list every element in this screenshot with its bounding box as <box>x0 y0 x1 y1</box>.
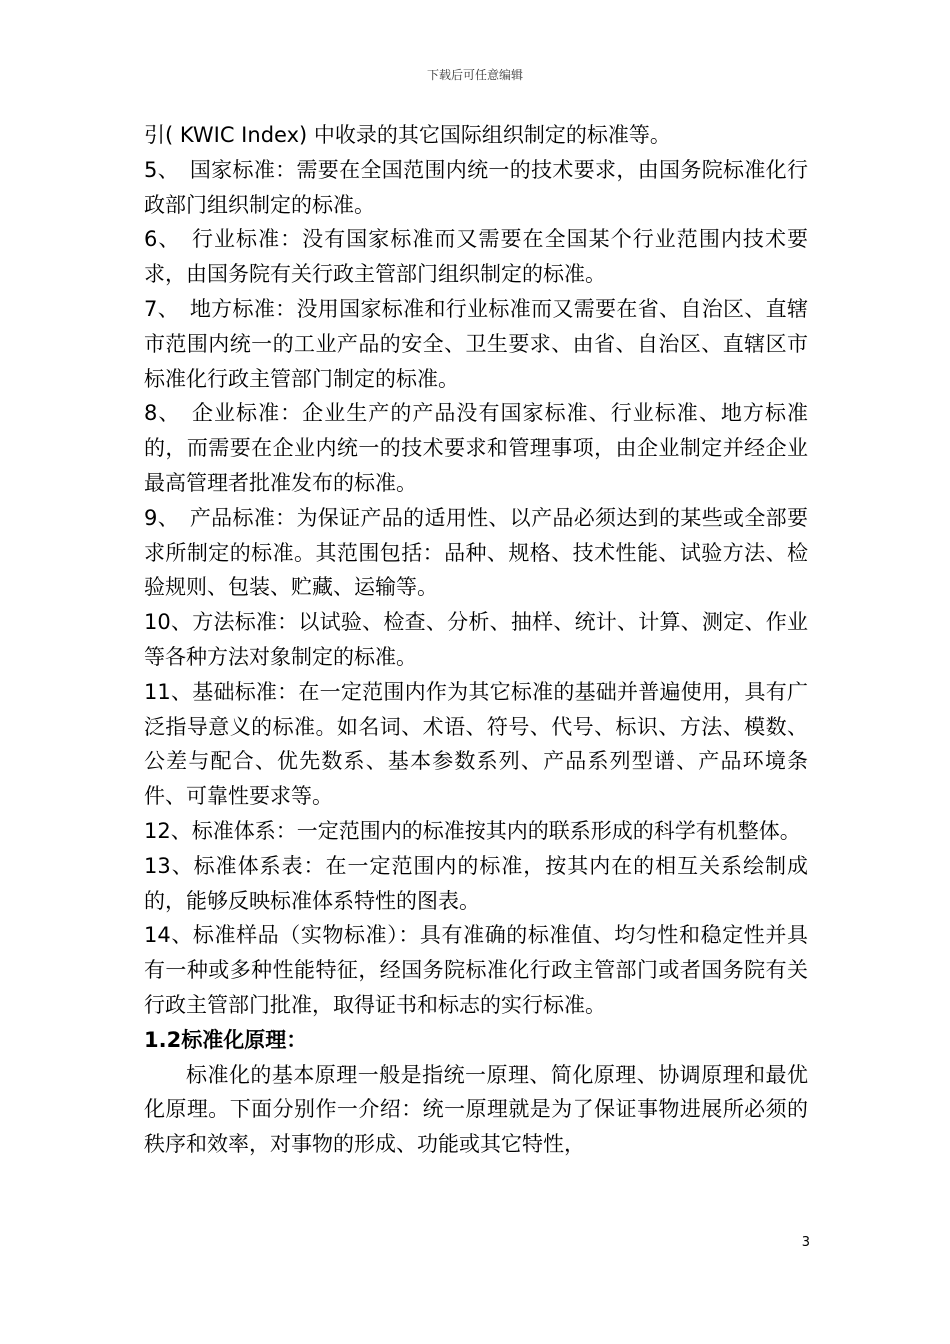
paragraph-product-standard: 9、 产品标准：为保证产品的适用性、以产品必须达到的某些或全部要求所制定的标准。其范围包括：品种、规格、技术性能、试验方法、检验规则、包装、贮藏、运输等。 <box>144 505 808 600</box>
paragraph-method-standard: 10、方法标准：以试验、检查、分析、抽样、统计、计算、测定、作业等各种方法对象制定的标准。 <box>144 610 808 669</box>
page-number: 3 <box>801 1235 810 1250</box>
paragraph-local-standard: 7、 地方标准：没用国家标准和行业标准而又需要在省、自治区、直辖市范围内统一的工业产品的安全、卫生要求、由省、自治区、直辖区市标准化行政主管部门制定的标准。 <box>144 296 808 391</box>
paragraph-standard-sample: 14、标准样品（实物标准）：具有准确的标准值、均匀性和稳定性并具有一种或多种性能特征，经国务院标准化行政主管部门或者国务院有关行政主管部门批准，取得证书和标志的实行标准。 <box>144 923 808 1017</box>
paragraph-national-standard: 5、 国家标准：需要在全国范围内统一的技术要求，由国务院标准化行政部门组织制定的标准。 <box>144 157 808 217</box>
section-paragraph: 标准化的基本原理一般是指统一原理、简化原理、协调原理和最优化原理。下面分别作一介绍：统一原理就是为了保证事物进展所必须的秩序和效率，对事物的形成、功能或其它特性， <box>144 1062 808 1157</box>
paragraph-standard-system-table: 13、标准体系表：在一定范围内的标准，按其内在的相互关系绘制成的，能够反映标准体系特性的图表。 <box>144 853 808 913</box>
paragraph-basic-standard: 11、基础标准：在一定范围内作为其它标准的基础并普遍使用，具有广泛指导意义的标准。如名词、术语、符号、代号、标识、方法、模数、公差与配合、优先数系、基本参数系列、产品系列型谱、产品环境条件、可靠性要求等。 <box>144 679 808 809</box>
page-header: 下载后可任意编辑 <box>426 68 523 82</box>
paragraph-standard-system: 12、标准体系：一定范围内的标准按其内的联系形成的科学有机整体。 <box>144 818 801 843</box>
paragraph-kwic-continuation: 引( KWIC Index) 中收录的其它国际组织制定的标准等。 <box>144 123 671 147</box>
section-heading: 1.2标准化原理： <box>144 1027 308 1052</box>
paragraph-industry-standard: 6、 行业标准：没有国家标准而又需要在全国某个行业范围内技术要求，由国务院有关行政主管部门组织制定的标准。 <box>144 227 808 287</box>
paragraph-enterprise-standard: 8、 企业标准：企业生产的产品没有国家标准、行业标准、地方标准的，而需要在企业内统一的技术要求和管理事项，由企业制定并经企业最高管理者批准发布的标准。 <box>144 401 808 495</box>
document-body <box>144 118 808 1162</box>
